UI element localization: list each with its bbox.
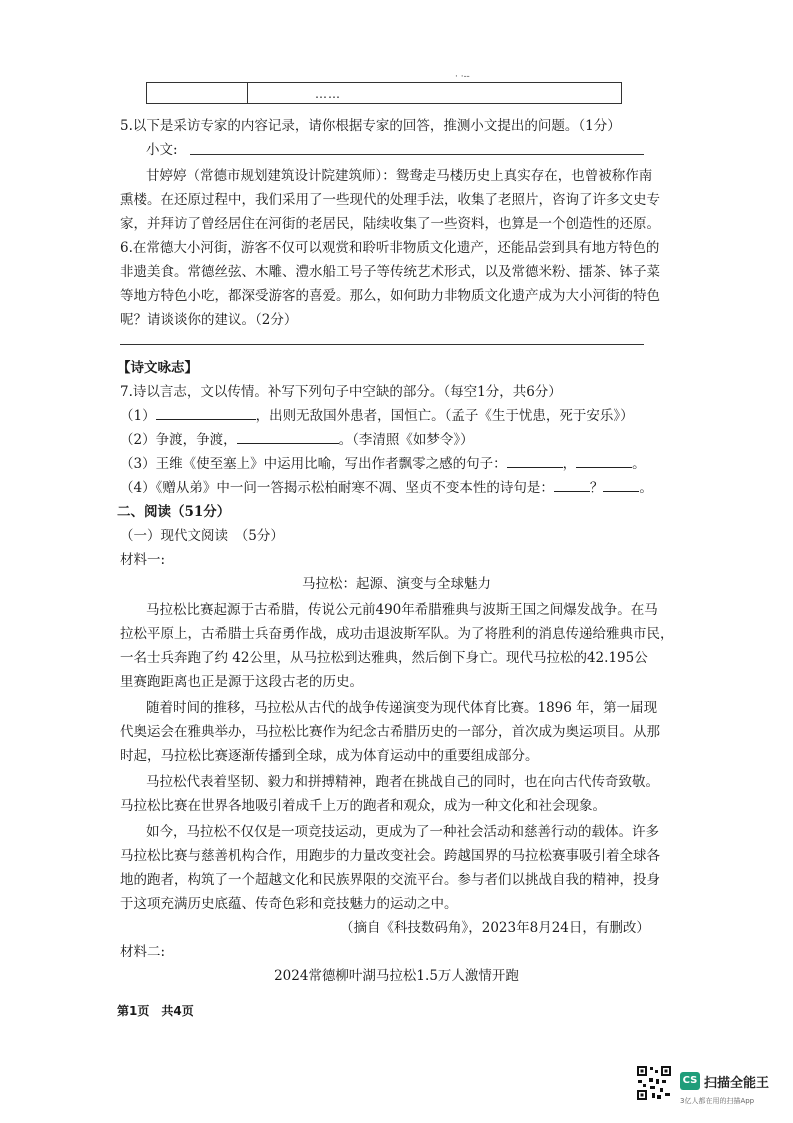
q7-item-4-end: 。 (639, 480, 653, 496)
para-4-line-2: 马拉松比赛与慈善机构合作，用跑步的力量改变社会。跨越国界的马拉松赛事吸引着全球各 (120, 848, 660, 864)
para-1-line-4: 里赛跑距离也正是源于这段古老的历史。 (120, 674, 363, 690)
q7-item-4-question: ？ (589, 480, 604, 496)
q6-line-3: 等地方特色小吃，都深受游客的喜爱。那么，如何助力非物质文化遗产成为大小河街的特色 (120, 288, 660, 304)
q5-expert-line-2: 熏楼。在还原过程中，我们采用了一些现代的处理手法，收集了老照片，咨询了许多文史专 (120, 192, 660, 208)
q7-item-2-text: （2）争渡，争渡， (120, 432, 237, 448)
q7-item-3-text: （3）王维《使至塞上》中运用比喻，写出作者飘零之感的句子： (120, 456, 507, 472)
q5-expert-line-3: 家，并拜访了曾经居住在河街的老居民，陆续收集了一些资料，也算是一个创造性的还原。 (120, 216, 660, 232)
q7-prompt: 7.诗以言志，文以传情。补写下列句子中空缺的部分。（每空1分，共6分） (120, 384, 562, 400)
para-1-line-3: 一名士兵奔跑了约 42公里，从马拉松到达雅典，然后倒下身亡。现代马拉松的42.195公 (120, 650, 648, 666)
q5-prompt: 5.以下是采访专家的内容记录，请你根据专家的回答，推测小文提出的问题。（1分） (120, 118, 621, 134)
q6-line-2: 非遗美食。常德丝弦、木雕、澧水船工号子等传统艺术形式，以及常德米粉、擂茶、钵子菜 (120, 264, 660, 280)
q7-blank-1[interactable] (156, 407, 256, 420)
table-divider (247, 83, 248, 103)
q7-blank-2[interactable] (237, 431, 339, 444)
para-3-line-1: 马拉松代表着坚韧、毅力和拼搏精神，跑者在挑战自己的同时，也在向古代传奇致敬。 (146, 774, 659, 790)
para-1-line-2: 拉松平原上，古希腊士兵奋勇作战，成功击退波斯军队。为了将胜利的消息传递给雅典市民， (120, 626, 674, 642)
q7-blank-4b[interactable] (603, 479, 639, 492)
q7-item-2 (120, 428, 474, 448)
page-footer: 第1页 共4页 (117, 1004, 194, 1018)
para-1-line-1: 马拉松比赛起源于古希腊，传说公元前490年希腊雅典与波斯王国之间爆发战争。在马 (146, 602, 658, 618)
camscanner-logo-icon: CS (680, 1072, 700, 1090)
para-3-line-2: 马拉松比赛在世界各地吸引着成千上万的跑者和观众，成为一种文化和社会现象。 (120, 798, 606, 814)
para-2-line-3: 时起，马拉松比赛逐渐传播到全球，成为体育运动中的重要组成部分。 (120, 748, 539, 764)
scan-smudge: · ·-- (455, 72, 470, 82)
poetry-section-title: 【诗文咏志】 (117, 360, 198, 376)
material-1-source: （摘自《科技数码角》，2023年8月24日，有删改） (340, 920, 650, 936)
material-1-title: 马拉松：起源、演变与全球魅力 (302, 576, 491, 592)
qr-code-icon (636, 1065, 672, 1101)
para-2-line-1: 随着时间的推移，马拉松从古代的战争传递演变为现代体育比赛。1896 年，第一届现 (146, 700, 658, 716)
q7-item-3-end: 。 (632, 456, 646, 472)
q7-item-1-text: ，出则无敌国外患者，国恒亡。（孟子《生于忧患，死于安乐》） (255, 408, 634, 424)
q6-answer-line[interactable] (120, 344, 644, 345)
para-4-line-1: 如今，马拉松不仅仅是一项竞技运动，更成为了一种社会活动和慈善行动的载体。许多 (146, 824, 659, 840)
q7-item-3 (120, 452, 646, 472)
q7-blank-3b[interactable] (576, 455, 632, 468)
reading-section-title: 二、阅读（51分） (117, 504, 231, 520)
material-2-title: 2024常德柳叶湖马拉松1.5万人激情开跑 (274, 968, 519, 984)
para-4-line-3: 地的跑者，构筑了一个超越文化和民族界限的交流平台。参与者们以挑战自我的精神，投身 (120, 872, 660, 888)
q7-item-3-comma: ， (562, 456, 577, 472)
q7-item-2-source: 。（李清照《如梦令》） (338, 432, 474, 448)
q5-answer-line[interactable] (190, 154, 644, 155)
q5-xiaowen-label: 小文: (146, 142, 178, 158)
q6-line-4: 呢？请谈谈你的建议。（2分） (120, 312, 298, 328)
modern-reading-subtitle: （一）现代文阅读 （5分） (120, 528, 284, 544)
q7-blank-3a[interactable] (507, 455, 563, 468)
material-1-label: 材料一: (120, 552, 166, 568)
scanner-app-name: 扫描全能王 (704, 1076, 770, 1091)
table-ellipsis: …… (315, 87, 341, 101)
q7-item-1 (120, 404, 634, 424)
q7-item-4-text: （4）《赠从弟》中一问一答揭示松柏耐寒不凋、坚贞不变本性的诗句是： (120, 480, 554, 496)
material-2-label: 材料二: (120, 944, 166, 960)
q5-expert-line-1: 甘婷婷（常德市规划建筑设计院建筑师）：鸳鸯走马楼历史上真实存在，也曾被称作南 (146, 168, 653, 184)
q7-blank-4a[interactable] (554, 479, 590, 492)
answer-table (146, 82, 622, 104)
para-4-line-4: 于这项充满历史底蕴、传奇色彩和竞技魅力的运动之中。 (120, 896, 458, 912)
q7-item-1-number: （1） (120, 408, 156, 424)
q6-line-1: 6.在常德大小河街，游客不仅可以观赏和聆听非物质文化遗产，还能品尝到具有地方特色的 (120, 240, 660, 256)
para-2-line-2: 代奥运会在雅典举办，马拉松比赛作为纪念古希腊历史的一部分，首次成为奥运项目。从那 (120, 724, 660, 740)
q7-item-4 (120, 476, 653, 496)
scanner-app-slogan: 3亿人都在用的扫描App (680, 1097, 755, 1105)
